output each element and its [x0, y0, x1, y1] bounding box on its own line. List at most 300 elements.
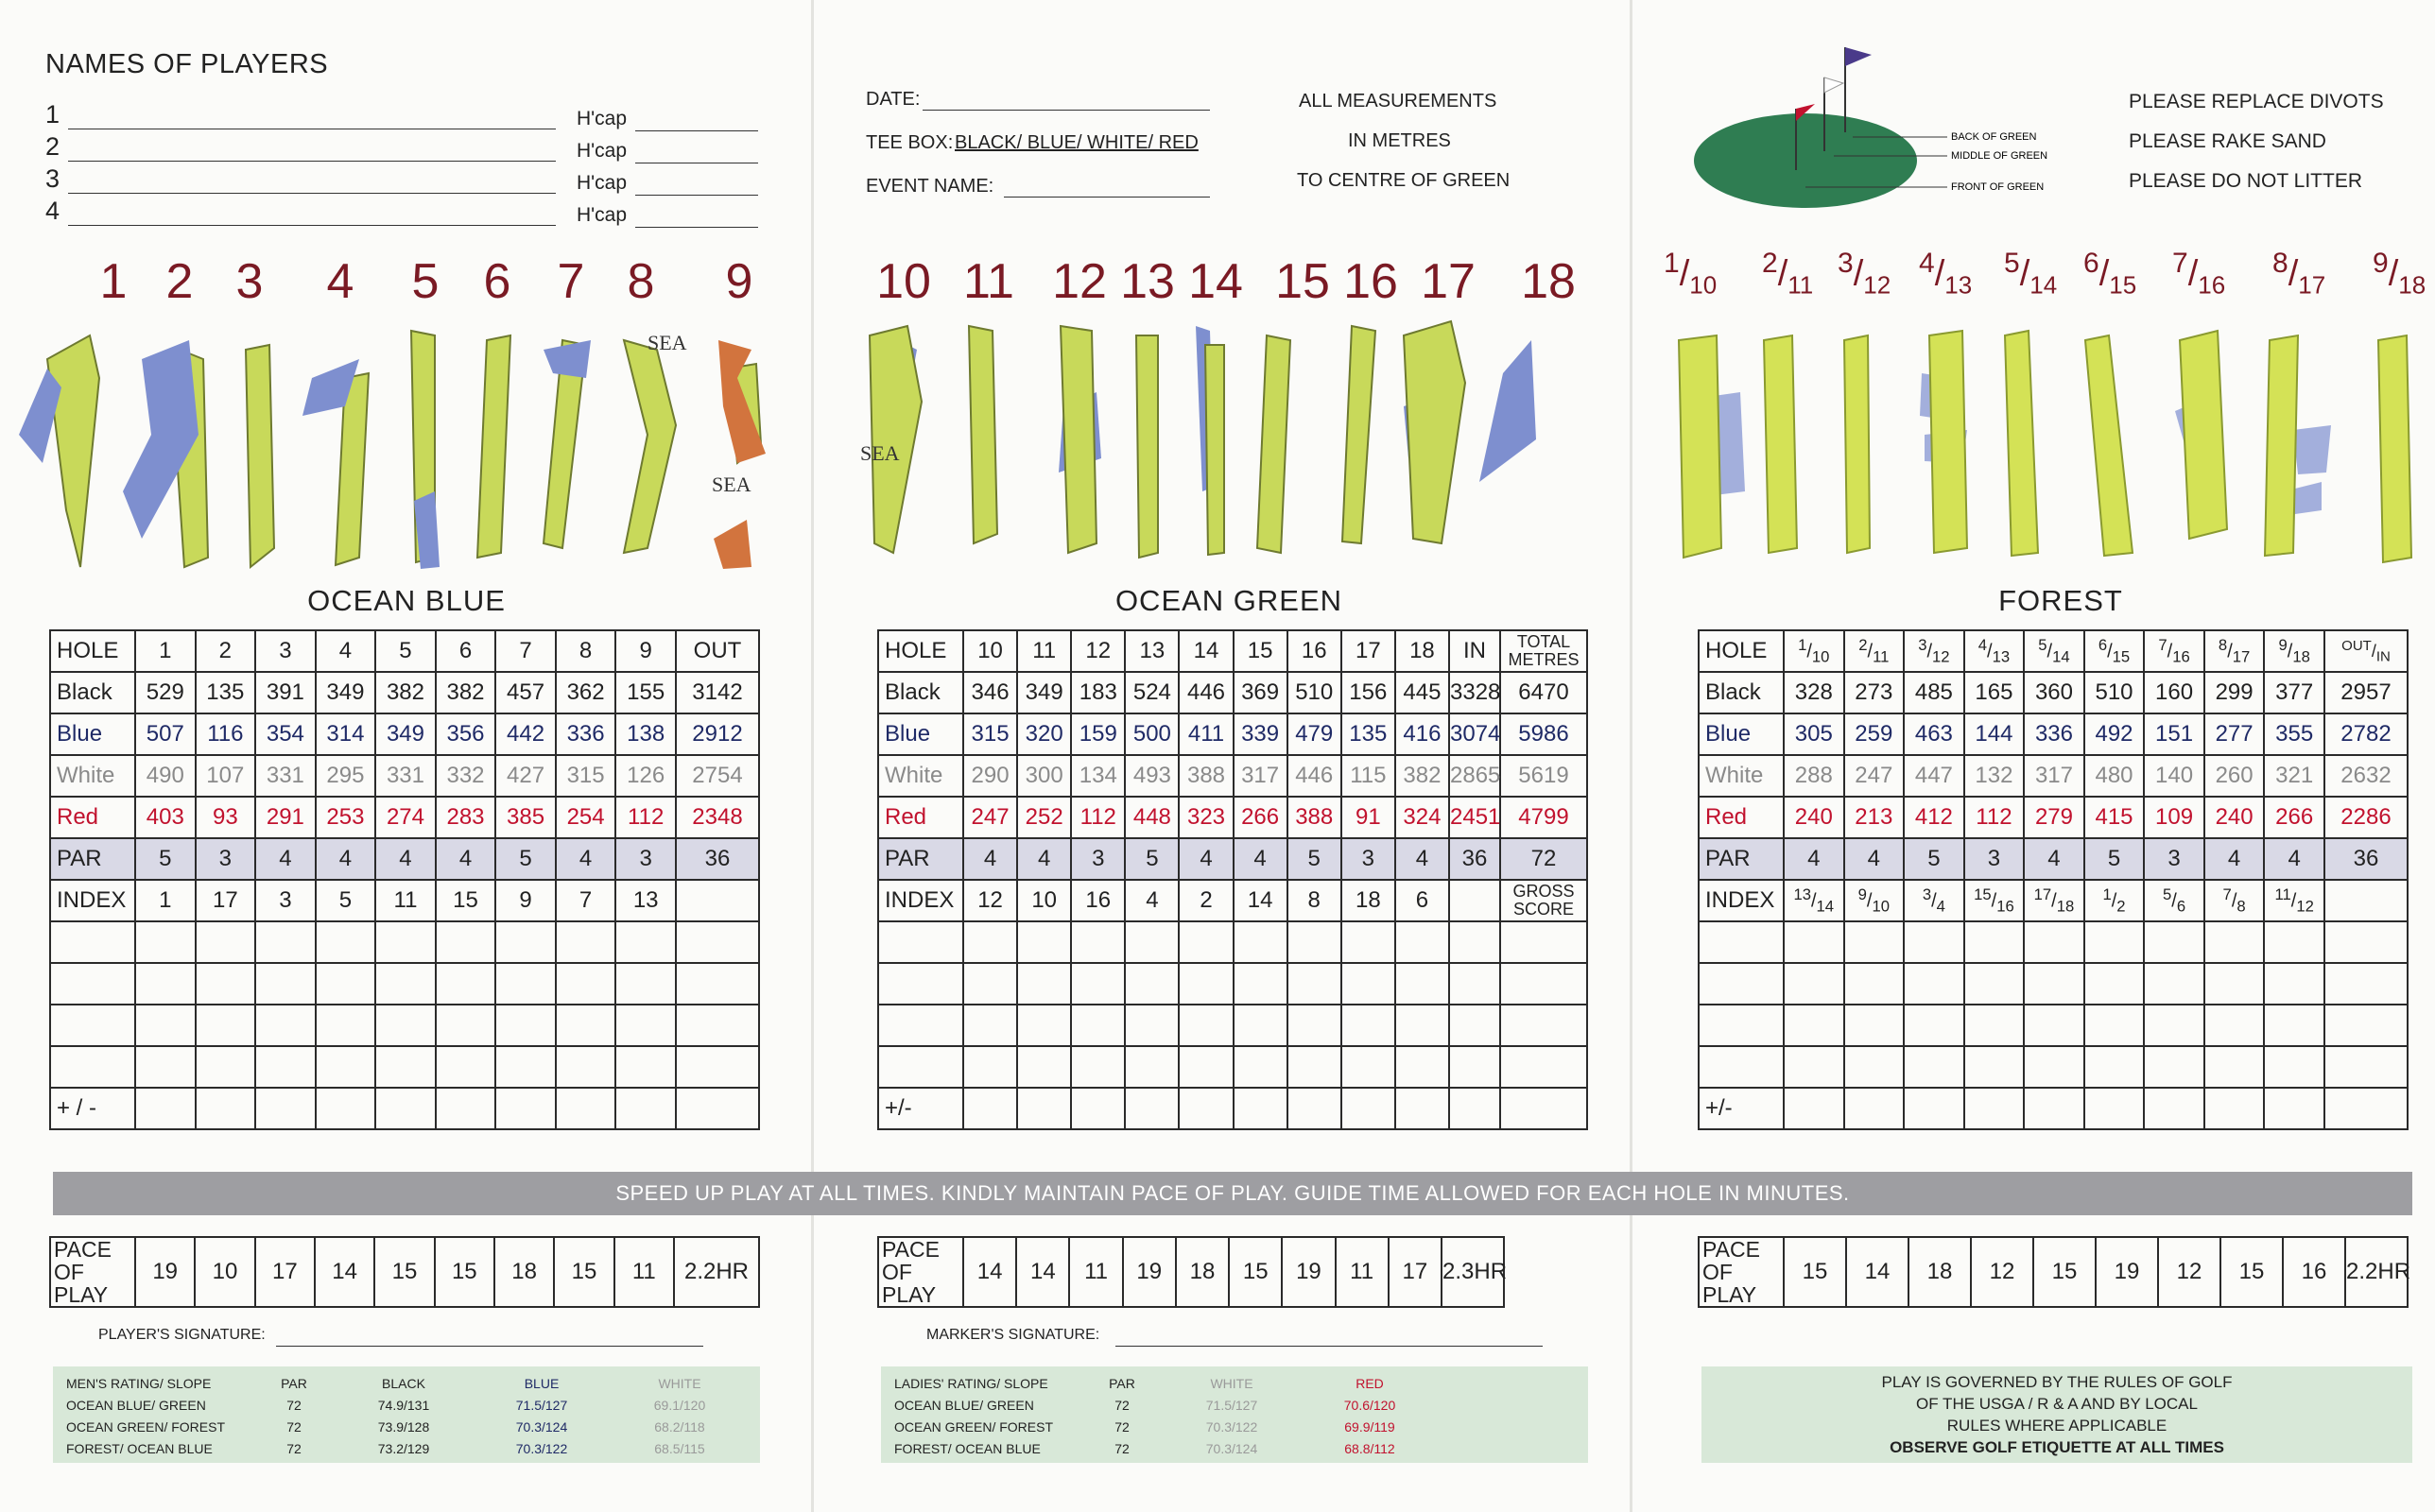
table-row-blue [50, 713, 759, 755]
table-cell: 277 [2204, 713, 2265, 755]
table-cell: 91 [1341, 797, 1395, 838]
fold-line [811, 0, 814, 1512]
table-cell: 5619 [1500, 755, 1587, 797]
date-field[interactable] [923, 110, 1210, 111]
table-cell: 391 [255, 672, 316, 713]
plus-minus-row[interactable] [1699, 1088, 2408, 1129]
pace-cell: 14 [1016, 1237, 1069, 1307]
pace-label: PACE OF PLAY [878, 1237, 963, 1307]
table-cell: 4 [963, 838, 1017, 880]
table-cell: 273 [1844, 672, 1905, 713]
table-cell: 480 [2084, 755, 2145, 797]
table-cell: 107 [196, 755, 256, 797]
table-cell: INDEX [1699, 880, 1784, 921]
table-cell: 4 [2264, 838, 2324, 880]
etiquette-note: PLEASE RAKE SAND [2129, 130, 2326, 152]
table-cell: 490 [135, 755, 196, 797]
table-header-cell: $^6/_{15}$ [2084, 630, 2145, 672]
table-row-par [50, 838, 759, 880]
table-cell: 165 [1964, 672, 2025, 713]
hole-number: $^8/_{17}$ [2272, 248, 2326, 300]
table-cell: 360 [2024, 672, 2084, 713]
table-cell: 529 [135, 672, 196, 713]
hcap-label: H'cap [577, 140, 628, 162]
table-cell: 4 [2204, 838, 2265, 880]
hole-number: 2 [165, 254, 194, 309]
score-entry-row[interactable] [50, 1005, 759, 1046]
table-cell: 112 [1071, 797, 1125, 838]
score-entry-row[interactable] [1699, 921, 2408, 963]
score-entry-row[interactable] [50, 921, 759, 963]
table-cell: $^{17}/_{18}$ [2024, 880, 2084, 921]
rules-line: RULES WHERE APPLICABLE [1946, 1417, 2167, 1435]
player-number: 4 [45, 197, 60, 225]
ocean-green-hole-maps [851, 317, 1607, 562]
table-cell: 109 [2144, 797, 2204, 838]
table-cell: White [878, 755, 963, 797]
hole-number: $^9/_{18}$ [2373, 248, 2426, 300]
rating-header: WHITE [658, 1375, 701, 1391]
rules-line: OF THE USGA / R & A AND BY LOCAL [1916, 1395, 2198, 1413]
table-header-cell: TOTAL METRES [1500, 630, 1587, 672]
table-cell: 11 [375, 880, 436, 921]
table-cell: 288 [1784, 755, 1844, 797]
table-cell: Red [878, 797, 963, 838]
table-cell: 332 [436, 755, 496, 797]
table-cell: 382 [375, 672, 436, 713]
table-cell: 3 [196, 838, 256, 880]
table-cell: 5 [495, 838, 556, 880]
sea-label: SEA [648, 331, 687, 354]
hole-number: 13 [1120, 254, 1175, 309]
hole-number: 18 [1521, 254, 1576, 309]
table-cell: 159 [1071, 713, 1125, 755]
tee-box-label: TEE BOX: [866, 132, 954, 153]
event-name-field[interactable] [1004, 197, 1210, 198]
pace-cell: 15 [435, 1237, 494, 1307]
table-cell: 377 [2264, 672, 2324, 713]
score-entry-row[interactable] [1699, 1046, 2408, 1088]
table-cell: 135 [1341, 713, 1395, 755]
table-cell: 3 [1341, 838, 1395, 880]
table-cell: PAR [1699, 838, 1784, 880]
table-cell: 132 [1964, 755, 2025, 797]
table-cell: 485 [1904, 672, 1964, 713]
hcap-field[interactable] [635, 130, 758, 131]
table-cell: 382 [436, 672, 496, 713]
table-cell: 354 [255, 713, 316, 755]
table-cell: 479 [1287, 713, 1341, 755]
table-header-cell: IN [1449, 630, 1500, 672]
rating-cell: 70.3/124 [1205, 1440, 1258, 1456]
score-entry-row[interactable] [878, 1005, 1587, 1046]
table-row-index [878, 880, 1587, 921]
table-cell: 2957 [2324, 672, 2408, 713]
rating-cell: 72 [286, 1418, 302, 1435]
table-row-red [1699, 797, 2408, 838]
table-cell: $^9/_{10}$ [1844, 880, 1905, 921]
table-cell: 144 [1964, 713, 2025, 755]
score-entry-row[interactable] [1699, 963, 2408, 1005]
table-row-red [50, 797, 759, 838]
pace-cell: 14 [1846, 1237, 1908, 1307]
rating-cell: FOREST/ OCEAN BLUE [894, 1440, 1041, 1456]
tee-box-options: BLACK/ BLUE/ WHITE/ RED [955, 132, 1199, 153]
table-cell: 320 [1017, 713, 1071, 755]
rating-cell: 72 [1114, 1397, 1130, 1413]
table-cell: 349 [1017, 672, 1071, 713]
pace-cell: 11 [1069, 1237, 1122, 1307]
ocean-blue-hole-maps [19, 321, 775, 586]
table-cell: 3 [1071, 838, 1125, 880]
table-header-cell: $^7/_{16}$ [2144, 630, 2204, 672]
table-cell: 15 [436, 880, 496, 921]
rating-header: PAR [281, 1375, 307, 1391]
table-cell: 290 [963, 755, 1017, 797]
back-of-green-label: BACK OF GREEN [1951, 131, 2037, 143]
table-cell: 324 [1395, 797, 1449, 838]
table-cell: 12 [963, 880, 1017, 921]
table-cell: 134 [1071, 755, 1125, 797]
hcap-field[interactable] [635, 227, 758, 228]
hole-number: $^6/_{15}$ [2083, 248, 2137, 300]
rating-header: BLUE [524, 1375, 560, 1391]
table-cell: 4799 [1500, 797, 1587, 838]
rating-cell: 74.9/131 [377, 1397, 430, 1413]
course-name-ocean-blue: OCEAN BLUE [307, 584, 506, 617]
table-header-cell: 6 [436, 630, 496, 672]
course-name-ocean-green: OCEAN GREEN [1114, 584, 1343, 617]
pace-cell: 18 [1908, 1237, 1971, 1307]
table-cell: 13 [615, 880, 676, 921]
table-row-black [50, 672, 759, 713]
table-cell: 155 [615, 672, 676, 713]
table-row-par [1699, 838, 2408, 880]
table-cell: 183 [1071, 672, 1125, 713]
table-cell: 36 [676, 838, 759, 880]
table-cell: 411 [1179, 713, 1233, 755]
table-cell: 9 [495, 880, 556, 921]
ladies-rating-box [881, 1366, 1588, 1463]
table-row-black [1699, 672, 2408, 713]
rating-cell: 72 [1114, 1440, 1130, 1456]
table-cell: 300 [1017, 755, 1071, 797]
table-cell: $^{15}/_{16}$ [1964, 880, 2025, 921]
table-cell: 349 [375, 713, 436, 755]
rating-cell: 69.9/119 [1344, 1418, 1395, 1435]
rating-cell: 73.9/128 [377, 1418, 430, 1435]
table-cell: 252 [1017, 797, 1071, 838]
pace-cell: 14 [963, 1237, 1016, 1307]
table-header-row [50, 630, 759, 672]
table-cell: 2632 [2324, 755, 2408, 797]
rating-cell: 69.1/120 [653, 1397, 706, 1413]
table-cell: 331 [375, 755, 436, 797]
table-cell: 138 [615, 713, 676, 755]
table-cell: PAR [50, 838, 135, 880]
table-header-cell: 7 [495, 630, 556, 672]
marker-signature-field[interactable] [1115, 1346, 1543, 1347]
table-cell: $^{11}/_{12}$ [2264, 880, 2324, 921]
mens-rating-table [59, 1372, 749, 1459]
table-row-index [1699, 880, 2408, 921]
front-of-green-label: FRONT OF GREEN [1951, 181, 2045, 193]
table-cell: 14 [1234, 880, 1287, 921]
table-cell: 283 [436, 797, 496, 838]
pace-cell: 11 [1336, 1237, 1389, 1307]
pace-label: PACE OF PLAY [50, 1237, 135, 1307]
table-cell: 2912 [676, 713, 759, 755]
player-name-field[interactable] [68, 193, 556, 194]
player-number: 2 [45, 132, 60, 161]
hole-number: $^5/_{14}$ [2004, 248, 2058, 300]
sea-label: SEA [860, 441, 900, 465]
table-cell: 328 [1784, 672, 1844, 713]
pace-cell: 11 [614, 1237, 674, 1307]
hcap-label: H'cap [577, 108, 628, 129]
table-cell: 3 [2144, 838, 2204, 880]
pace-cell: 15 [2220, 1237, 2283, 1307]
table-cell: 2754 [676, 755, 759, 797]
pace-label: PACE OF PLAY [1699, 1237, 1784, 1307]
table-cell: 6 [1395, 880, 1449, 921]
table-cell: 403 [135, 797, 196, 838]
table-cell: 4 [1784, 838, 1844, 880]
table-cell: 16 [1071, 880, 1125, 921]
table-row-white [1699, 755, 2408, 797]
table-cell: Black [878, 672, 963, 713]
measurement-note: TO CENTRE OF GREEN [1297, 170, 1511, 191]
plus-minus-row[interactable] [50, 1088, 759, 1129]
table-cell: GROSS SCORE [1500, 880, 1587, 921]
player-name-field[interactable] [68, 161, 556, 162]
hole-number: 5 [411, 254, 440, 309]
table-header-cell: 5 [375, 630, 436, 672]
table-header-row [1699, 630, 2408, 672]
table-cell: 524 [1125, 672, 1179, 713]
table-cell: 362 [556, 672, 616, 713]
fold-line [1630, 0, 1632, 1512]
table-header-cell: $^{OUT}/_{IN}$ [2324, 630, 2408, 672]
hole-number: 8 [627, 254, 655, 309]
forest-hole-maps [1641, 321, 2426, 576]
table-cell: 500 [1125, 713, 1179, 755]
player-name-field[interactable] [68, 225, 556, 226]
rating-cell: 72 [286, 1440, 302, 1456]
ocean-green-scorecard [877, 629, 1588, 1130]
table-header-cell: OUT [676, 630, 759, 672]
table-cell: $^3/_4$ [1904, 880, 1964, 921]
table-cell: 3 [615, 838, 676, 880]
hole-number: 15 [1275, 254, 1330, 309]
table-cell: 266 [2264, 797, 2324, 838]
table-cell: $^1/_2$ [2084, 880, 2145, 921]
table-cell: 4 [436, 838, 496, 880]
table-cell: 510 [2084, 672, 2145, 713]
score-entry-row[interactable] [50, 963, 759, 1005]
rating-cell: OCEAN BLUE/ GREEN [894, 1397, 1034, 1413]
table-cell: 447 [1904, 755, 1964, 797]
table-cell: 247 [963, 797, 1017, 838]
pace-cell: 15 [2033, 1237, 2096, 1307]
table-header-cell: 17 [1341, 630, 1395, 672]
hole-number: 10 [876, 254, 931, 309]
table-cell: 412 [1904, 797, 1964, 838]
table-cell: 321 [2264, 755, 2324, 797]
table-cell: 2 [1179, 880, 1233, 921]
pace-cell: 14 [315, 1237, 374, 1307]
table-cell: 160 [2144, 672, 2204, 713]
table-cell: 2782 [2324, 713, 2408, 755]
table-header-cell: 15 [1234, 630, 1287, 672]
table-cell: 36 [1449, 838, 1500, 880]
table-cell: 112 [1964, 797, 2025, 838]
hole-number: 1 [99, 254, 128, 309]
table-cell: 356 [436, 713, 496, 755]
table-row-index [50, 880, 759, 921]
table-cell: 446 [1287, 755, 1341, 797]
score-entry-row[interactable] [878, 921, 1587, 963]
table-cell: 17 [196, 880, 256, 921]
table-cell: $^5/_6$ [2144, 880, 2204, 921]
table-header-cell: $^5/_{14}$ [2024, 630, 2084, 672]
table-cell: 4 [375, 838, 436, 880]
forest-scorecard [1698, 629, 2409, 1130]
table-cell: 416 [1395, 713, 1449, 755]
table-cell: White [50, 755, 135, 797]
table-cell: 4 [1234, 838, 1287, 880]
table-cell: $^7/_8$ [2204, 880, 2265, 921]
rating-cell: 68.2/118 [654, 1418, 705, 1435]
measurement-note: IN METRES [1348, 130, 1451, 151]
plus-minus-label: +/- [878, 1088, 963, 1129]
table-cell: 4 [1179, 838, 1233, 880]
table-cell: $^{13}/_{14}$ [1784, 880, 1844, 921]
table-cell: 315 [556, 755, 616, 797]
table-header-cell: $^4/_{13}$ [1964, 630, 2025, 672]
player-signature-field[interactable] [276, 1346, 703, 1347]
table-cell: 305 [1784, 713, 1844, 755]
rating-header: PAR [1109, 1375, 1135, 1391]
table-cell: 254 [556, 797, 616, 838]
pace-cell: 15 [374, 1237, 434, 1307]
table-cell: 510 [1287, 672, 1341, 713]
hole-number: $^1/_{10}$ [1664, 248, 1718, 300]
rating-cell: 68.5/115 [654, 1440, 705, 1456]
table-header-cell: 18 [1395, 630, 1449, 672]
table-cell: 385 [495, 797, 556, 838]
rating-header: MEN'S RATING/ SLOPE [66, 1375, 212, 1391]
sea-label: SEA [712, 472, 751, 496]
table-header-cell: 9 [615, 630, 676, 672]
table-header-row [878, 630, 1587, 672]
hcap-label: H'cap [577, 204, 628, 226]
mens-rating-box [53, 1366, 760, 1463]
rating-cell: OCEAN BLUE/ GREEN [66, 1397, 206, 1413]
hole-number: 11 [963, 254, 1014, 309]
table-cell: 314 [316, 713, 376, 755]
table-cell: 4 [1017, 838, 1071, 880]
table-cell: 5986 [1500, 713, 1587, 755]
score-entry-row[interactable] [50, 1046, 759, 1088]
pace-cell: 19 [1123, 1237, 1176, 1307]
table-header-cell: HOLE [50, 630, 135, 672]
table-cell: Blue [1699, 713, 1784, 755]
table-cell: 151 [2144, 713, 2204, 755]
table-cell: Red [50, 797, 135, 838]
score-entry-row[interactable] [878, 963, 1587, 1005]
pace-cell: 19 [135, 1237, 195, 1307]
table-header-cell: $^9/_{18}$ [2264, 630, 2324, 672]
table-row-black [878, 672, 1587, 713]
measurement-note: ALL MEASUREMENTS [1299, 91, 1497, 112]
forest-pace-of-play [1698, 1236, 2409, 1308]
player-signature-label: PLAYER'S SIGNATURE: [98, 1327, 266, 1343]
table-header-cell: $^1/_{10}$ [1784, 630, 1844, 672]
table-cell: 240 [2204, 797, 2265, 838]
date-label: DATE: [866, 89, 921, 110]
table-cell: 112 [615, 797, 676, 838]
rating-cell: 71.5/127 [515, 1397, 568, 1413]
table-cell: 2451 [1449, 797, 1500, 838]
table-cell: 8 [1287, 880, 1341, 921]
pace-cell: 2.2HR [674, 1237, 759, 1307]
player-number: 3 [45, 164, 60, 193]
table-cell: 295 [316, 755, 376, 797]
table-cell: 445 [1395, 672, 1449, 713]
pace-cell: 19 [1282, 1237, 1335, 1307]
table-header-cell: 16 [1287, 630, 1341, 672]
ocean-blue-pace-of-play [49, 1236, 760, 1308]
score-entry-row[interactable] [1699, 1005, 2408, 1046]
table-cell: 339 [1234, 713, 1287, 755]
hole-number: 17 [1421, 254, 1476, 309]
table-cell: INDEX [50, 880, 135, 921]
rating-header: RED [1356, 1375, 1384, 1391]
table-cell: 5 [135, 838, 196, 880]
pace-cell: 15 [1784, 1237, 1846, 1307]
rating-cell: 70.3/124 [515, 1418, 568, 1435]
table-cell: 446 [1179, 672, 1233, 713]
table-cell [676, 880, 759, 921]
rating-cell: 68.8/112 [1344, 1440, 1395, 1456]
hcap-field[interactable] [635, 195, 758, 196]
table-cell: 2286 [2324, 797, 2408, 838]
names-of-players-title: NAMES OF PLAYERS [45, 49, 329, 79]
table-header-cell: 3 [255, 630, 316, 672]
table-cell: 5 [1904, 838, 1964, 880]
table-cell: 388 [1287, 797, 1341, 838]
table-header-cell: 10 [963, 630, 1017, 672]
rating-cell: 70.6/120 [1343, 1397, 1396, 1413]
table-cell: 331 [255, 755, 316, 797]
table-row-blue [878, 713, 1587, 755]
table-cell: 2865 [1449, 755, 1500, 797]
table-cell: Blue [878, 713, 963, 755]
table-cell: 4 [316, 838, 376, 880]
rating-cell: OCEAN GREEN/ FOREST [66, 1418, 226, 1435]
rating-cell: OCEAN GREEN/ FOREST [894, 1418, 1054, 1435]
speed-up-banner: SPEED UP PLAY AT ALL TIMES. KINDLY MAINTAIN PACE OF PLAY. GUIDE TIME ALLOWED FOR EACH HOLE IN MINUTES. [53, 1172, 2412, 1215]
table-cell: 349 [316, 672, 376, 713]
pace-cell: 15 [554, 1237, 613, 1307]
table-cell: 336 [556, 713, 616, 755]
ocean-blue-scorecard [49, 629, 760, 1130]
plus-minus-row[interactable] [878, 1088, 1587, 1129]
table-cell: 315 [963, 713, 1017, 755]
hole-number: $^4/_{13}$ [1919, 248, 1973, 300]
score-entry-row[interactable] [878, 1046, 1587, 1088]
